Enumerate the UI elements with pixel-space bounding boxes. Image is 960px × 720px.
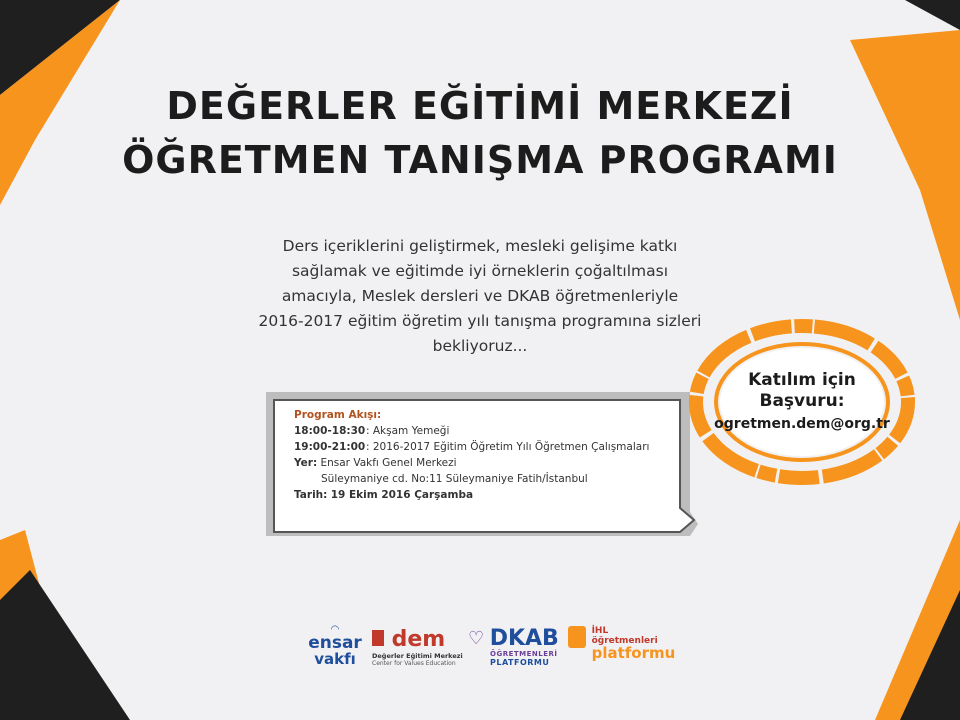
date-value: 19 Ekim 2016 Çarşamba [330, 489, 474, 501]
program-time: 18:00-18:30 [294, 425, 366, 437]
program-time: 19:00-21:00 [294, 441, 366, 453]
program-desc: : Akşam Yemeği [366, 425, 450, 437]
program-header: Program Akışı: [294, 409, 382, 421]
program-desc: : 2016-2017 Eğitim Öğretim Yılı Öğretmen Çalışmaları [366, 441, 650, 453]
dkab-logo: ♡ DKAB ÖĞRETMENLERİ PLATFORMU [468, 626, 559, 667]
ihl-logo: İHL öğretmenleri platformu [568, 626, 678, 660]
program-details [294, 407, 649, 503]
bottom-left-dark-shape [0, 570, 130, 720]
page-title-line-1: DEĞERLER EĞİTİMİ MERKEZİ [166, 84, 794, 128]
place-value: Ensar Vakfı Genel Merkezi [320, 457, 457, 469]
apply-text [688, 370, 916, 434]
intro-paragraph [240, 234, 720, 359]
program-date [294, 487, 649, 503]
top-right-dark-shape [850, 0, 960, 30]
dem-logo: dem Değerler Eğitimi Merkezi Center for Values Education [372, 627, 463, 667]
page-title-line-2: ÖĞRETMEN TANIŞMA PROGRAMI [122, 138, 838, 182]
place-label: Yer: [294, 457, 318, 469]
date-label: Tarih: [294, 489, 328, 501]
intro-line: Ders içeriklerini geliştirmek, mesleki gelişime katkı [282, 237, 678, 255]
program-place [294, 455, 649, 471]
dkab-figure-icon: ♡ [468, 628, 485, 649]
dem-book-icon [372, 630, 384, 646]
program-address: Süleymaniye cd. No:11 Süleymaniye Fatih/İstanbul [321, 473, 588, 485]
intro-line: sağlamak ve eğitimde iyi örneklerin çoğaltılması [291, 262, 669, 280]
program-item [294, 439, 649, 455]
intro-line: bekliyoruz... [432, 337, 528, 355]
intro-line: 2016-2017 eğitim öğretim yılı tanışma programına sizleri [258, 312, 702, 330]
ihl-book-icon [568, 626, 586, 648]
program-item [294, 423, 649, 439]
ensar-emblem-icon: ◠ [331, 624, 339, 635]
apply-line-1: Katılım için [748, 370, 856, 390]
apply-email[interactable]: ogretmen.dem@org.tr [714, 416, 890, 432]
ensar-logo: ◠ ensar vakfı [300, 624, 370, 667]
intro-line: amacıyla, Meslek dersleri ve DKAB öğretmenleriyle [281, 287, 679, 305]
apply-line-2: Başvuru: [759, 391, 845, 411]
sponsor-logos [300, 622, 680, 682]
